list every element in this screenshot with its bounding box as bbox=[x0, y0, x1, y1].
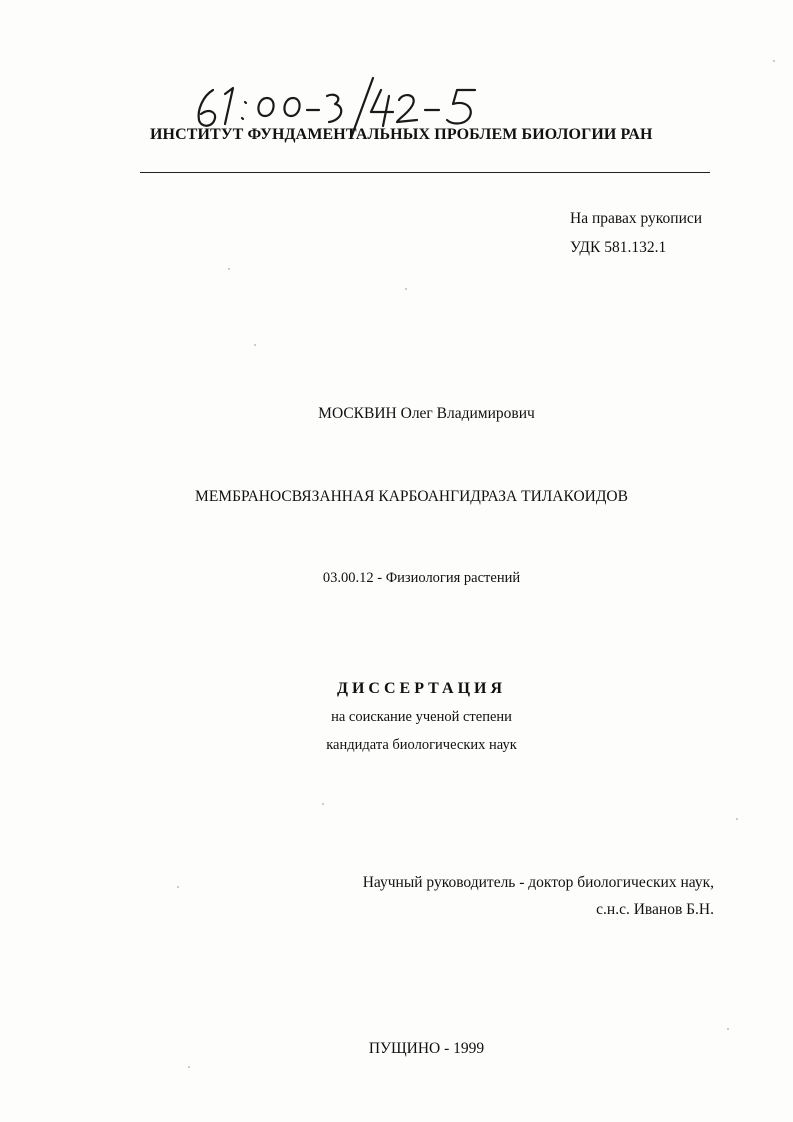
udk-code: УДК 581.132.1 bbox=[570, 239, 667, 256]
supervisor-role: Научный руководитель - доктор биологических наук, bbox=[362, 874, 714, 891]
author-given-names: Олег Владимирович bbox=[400, 405, 535, 422]
place-and-year: ПУЩИНО - 1999 bbox=[368, 1040, 485, 1057]
scan-speck bbox=[727, 1028, 729, 1030]
scan-speck bbox=[405, 288, 407, 290]
scan-speck bbox=[736, 818, 738, 820]
degree-line-2: кандидата биологических наук bbox=[326, 737, 517, 753]
manuscript-rights: На правах рукописи bbox=[570, 210, 703, 227]
scan-speck bbox=[188, 1066, 190, 1068]
dissertation-heading: ДИССЕРТАЦИЯ bbox=[336, 680, 507, 697]
degree-line-1: на соискание ученой степени bbox=[331, 709, 512, 725]
scan-speck bbox=[228, 268, 230, 270]
scan-speck bbox=[177, 886, 179, 888]
institute-name: ИНСТИТУТ ФУНДАМЕНТАЛЬНЫХ ПРОБЛЕМ БИОЛОГИИ РАН bbox=[150, 126, 653, 143]
scan-speck bbox=[322, 803, 324, 805]
scan-speck bbox=[254, 344, 256, 346]
header-divider bbox=[140, 172, 710, 173]
specialty-code: 03.00.12 - Физиология растений bbox=[322, 570, 521, 586]
supervisor-name: с.н.с. Иванов Б.Н. bbox=[596, 901, 714, 918]
scan-speck bbox=[773, 60, 775, 62]
author-line bbox=[0, 405, 793, 423]
author-surname: МОСКВИН bbox=[318, 405, 397, 422]
dissertation-title: МЕМБРАНОСВЯЗАННАЯ КАРБОАНГИДРАЗА ТИЛАКОИДОВ bbox=[195, 488, 628, 505]
